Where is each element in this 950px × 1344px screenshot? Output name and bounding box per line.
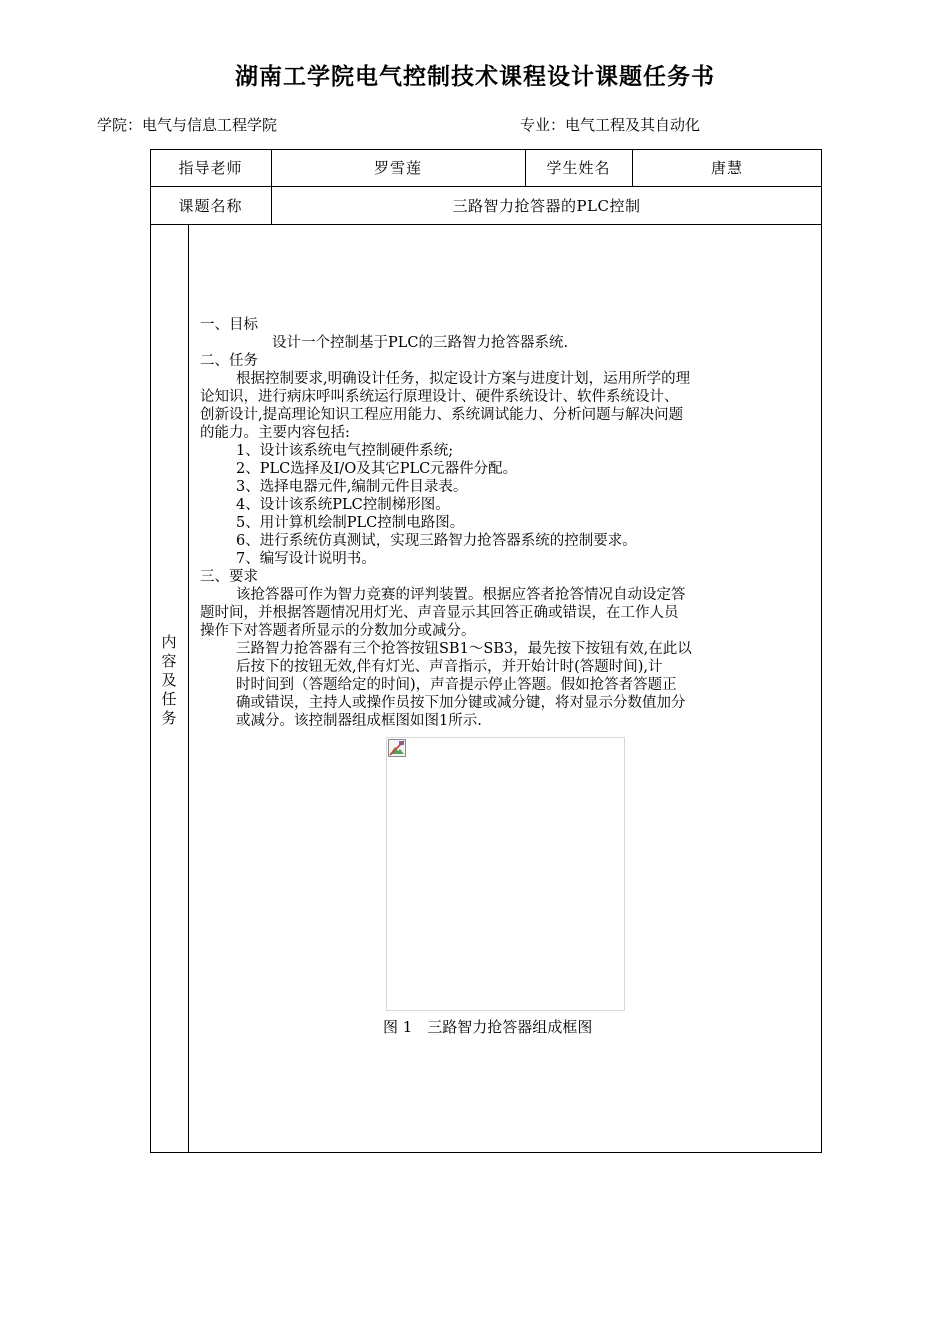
section-heading-goal: 一、目标 [200,317,258,333]
broken-image-icon [388,739,406,757]
requirement-line: 该抢答器可作为智力竞赛的评判装置。根据应答者抢答情况自动设定答 [236,587,686,603]
table-col-divider [188,224,189,1153]
task-item: 4、设计该系统PLC控制梯形图。 [236,497,450,513]
task-item: 2、PLC选择及I/O及其它PLC元器件分配。 [236,461,518,477]
topic-label: 课题名称 [178,196,243,215]
advisor-label: 指导老师 [178,159,243,177]
requirement-line: 时时间到（答题给定的时间)，声音提示停止答题。假如抢答者答题正 [236,677,677,693]
task-paragraph-line: 论知识，进行病床呼叫系统运行原理设计、硬件系统设计、软件系统设计、 [200,389,679,405]
task-paragraph-line: 创新设计,提高理论知识工程应用能力、系统调试能力、分析问题与解决问题 [200,407,684,423]
student-label: 学生姓名 [546,159,611,177]
content-label [150,633,188,728]
requirement-line: 题时间，并根据答题情况用灯光、声音显示其回答正确或错误，在工作人员 [200,605,679,621]
content-label-vertical: 内容及任务 [161,633,177,727]
requirement-line: 后按下的按钮无效,伴有灯光、声音指示，并开始计时(答题时间),计 [236,659,663,675]
requirement-line: 确或错误，主持人或操作员按下加分键或减分键，将对显示分数值加分 [236,695,686,711]
figure-caption: 图 1 三路智力抢答器组成框图 [383,1018,593,1036]
major-field: 专业：电气工程及其自动化 [520,116,701,134]
section-heading-task: 二、任务 [200,353,258,369]
table-row-divider [150,224,822,225]
task-item: 7、编写设计说明书。 [236,551,376,567]
goal-text: 设计一个控制基于PLC的三路智力抢答器系统. [272,335,569,351]
task-paragraph-line: 的能力。主要内容包括: [200,425,350,441]
requirement-line: 或减分。该控制器组成框图如图1所示. [236,713,482,729]
task-paragraph-line: 根据控制要求,明确设计任务，拟定设计方案与进度计划，运用所学的理 [236,371,691,387]
page-title: 湖南工学院电气控制技术课程设计课题任务书 [235,64,715,90]
task-item: 3、选择电器元件,编制元件目录表。 [236,479,468,495]
student-value: 唐慧 [710,159,743,177]
content-body [200,316,816,730]
topic-value: 三路智力抢答器的PLC控制 [452,196,641,215]
task-item: 6、进行系统仿真测试，实现三路智力抢答器系统的控制要求。 [236,533,637,549]
requirement-line: 三路智力抢答器有三个抢答按钮SB1～SB3，最先按下按钮有效,在此以 [236,641,692,657]
college-field: 学院：电气与信息工程学院 [97,116,278,134]
figure-image-placeholder [386,737,625,1011]
requirement-line: 操作下对答题者所显示的分数加分或减分。 [200,623,476,639]
section-heading-requirement: 三、要求 [200,569,258,585]
advisor-value: 罗雪莲 [373,159,422,177]
task-item: 1、设计该系统电气控制硬件系统; [236,443,454,459]
task-item: 5、用计算机绘制PLC控制电路图。 [236,515,465,531]
